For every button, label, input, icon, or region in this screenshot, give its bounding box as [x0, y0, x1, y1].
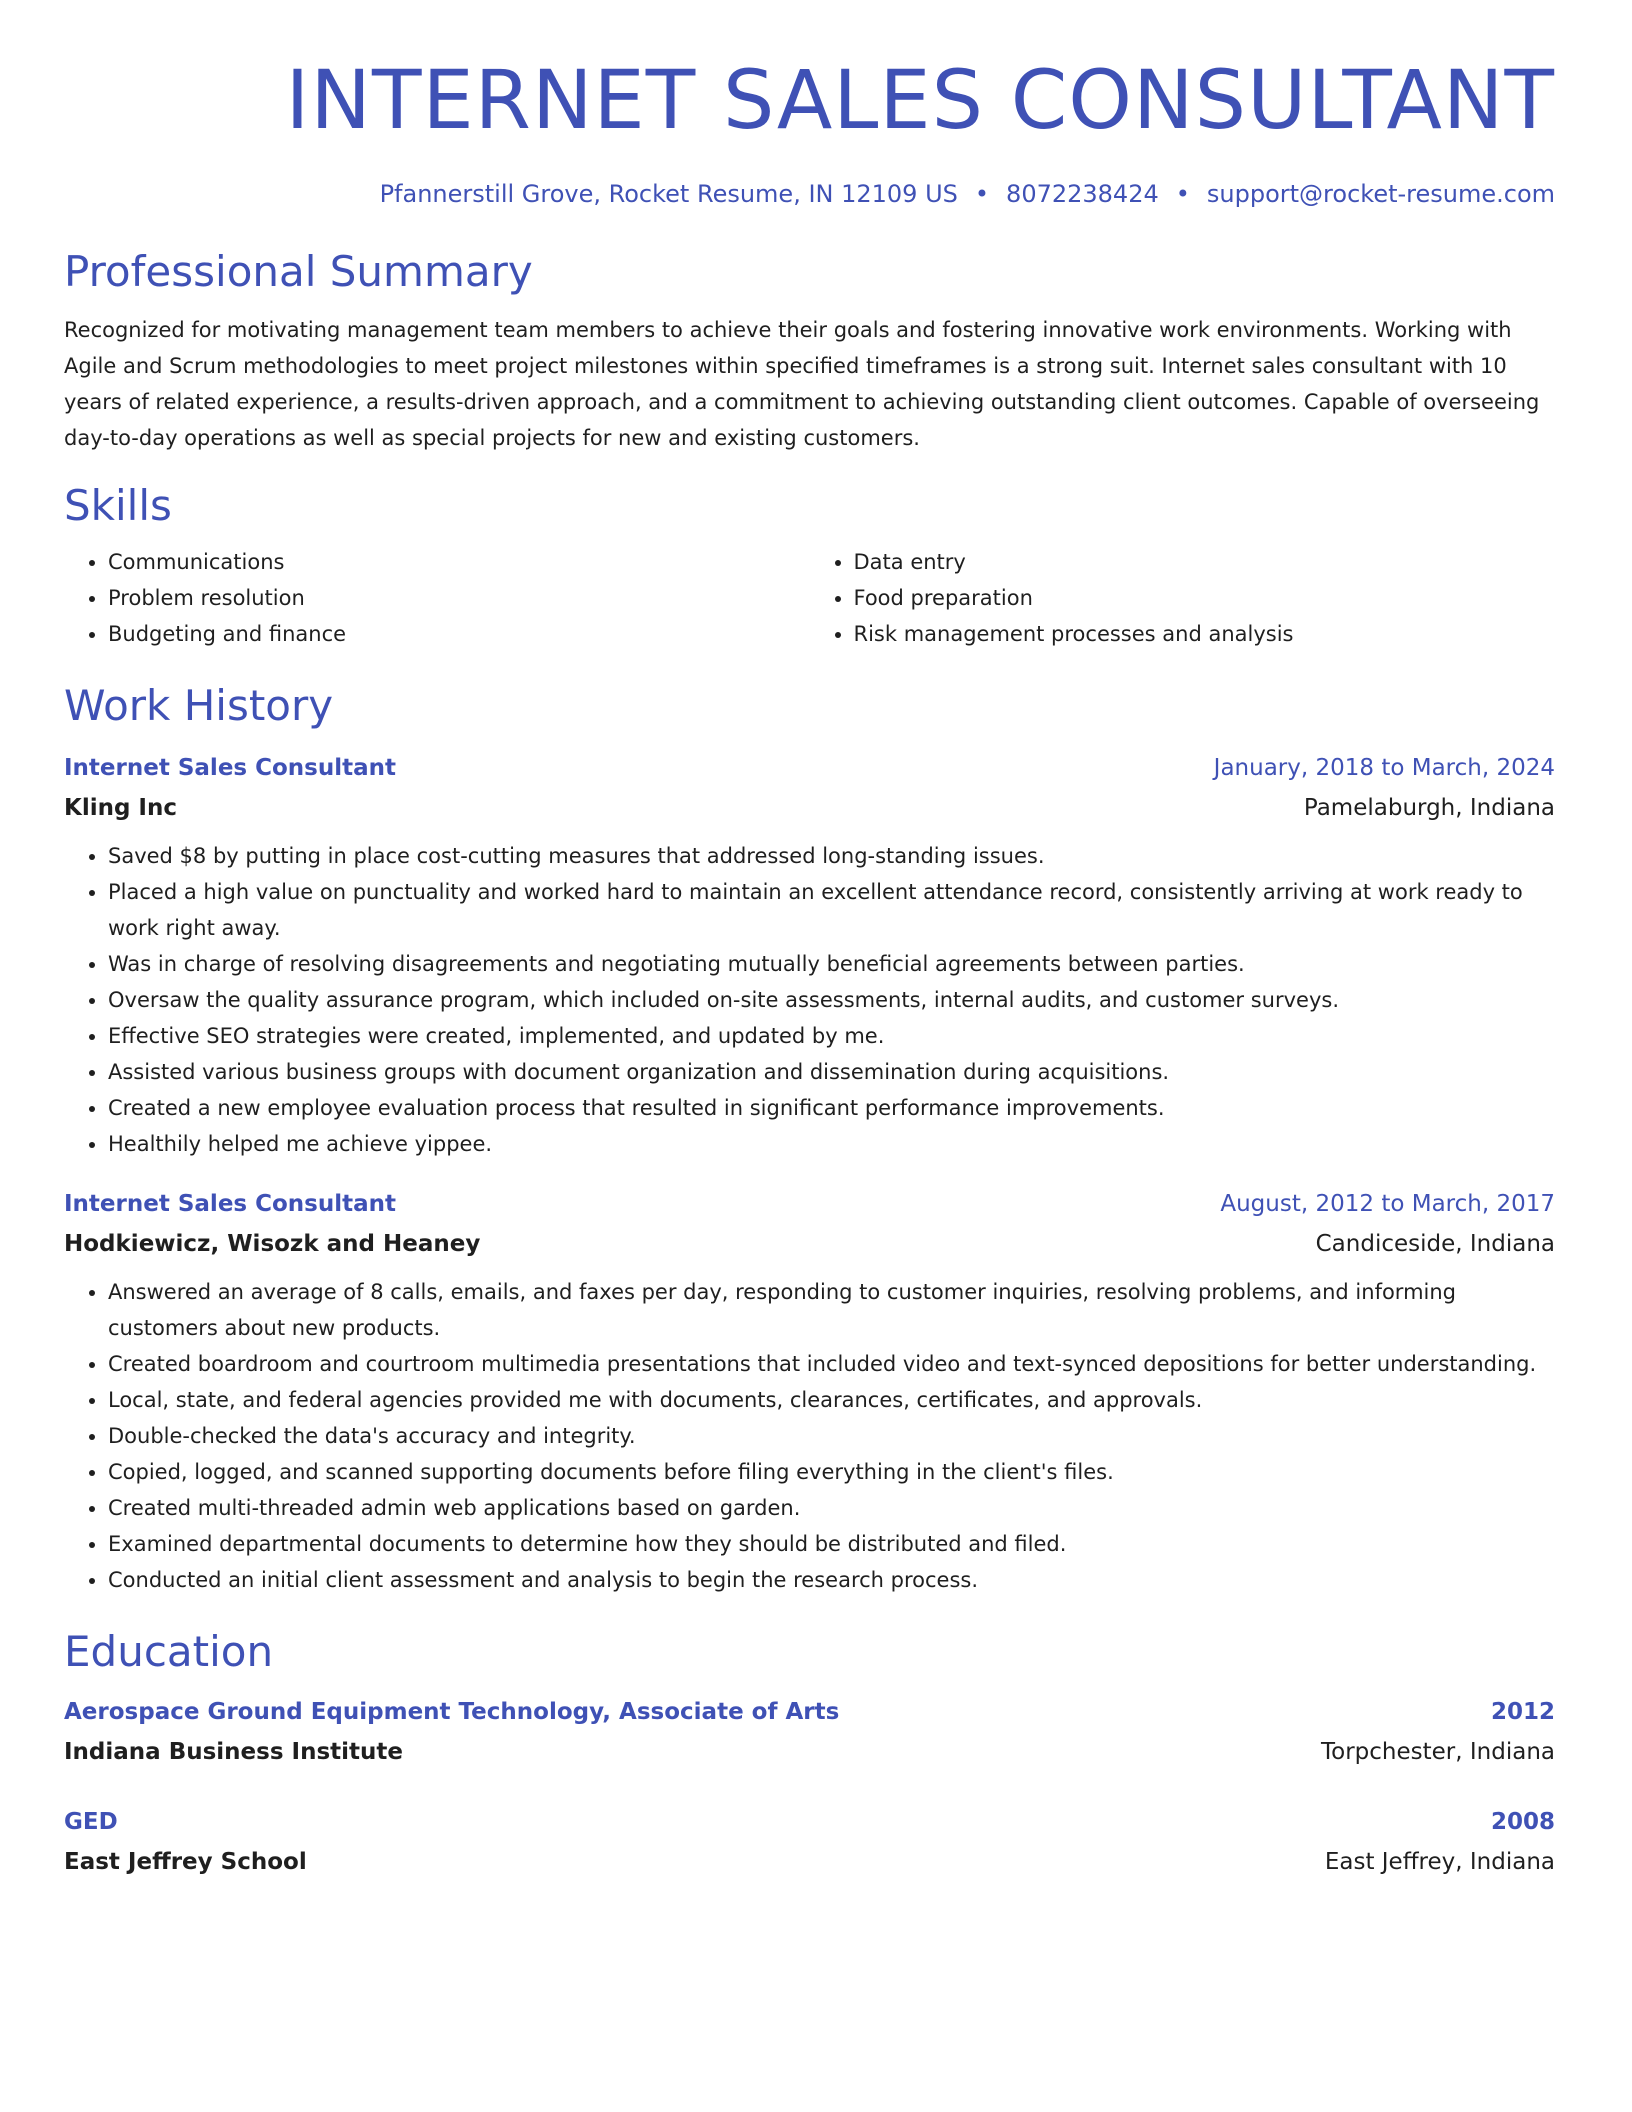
contact-separator: • — [974, 180, 990, 208]
job-title: Internet Sales Consultant — [64, 755, 396, 781]
education-degree: Aerospace Ground Equipment Technology, Associate of Arts — [64, 1699, 840, 1725]
education-heading: Education — [64, 1627, 274, 1676]
contact-separator: • — [1175, 180, 1190, 208]
contact-address: Pfannerstill Grove, Rocket Resume, IN 12109 US — [379, 180, 958, 208]
skill-item: • Data entry — [854, 544, 1556, 580]
job-title: Internet Sales Consultant — [64, 1191, 396, 1217]
job-header — [64, 1184, 1555, 1224]
duty-item: • Oversaw the quality assurance program, which included on-site assessments, internal audits, and customer surveys. — [108, 982, 1555, 1018]
skills-column-right — [810, 544, 1556, 652]
education-degree: GED — [64, 1809, 118, 1835]
summary-heading: Professional Summary — [64, 247, 533, 296]
education-year: 2012 — [1490, 1699, 1555, 1725]
education-year: 2008 — [1490, 1809, 1555, 1835]
education-school: Indiana Business Institute — [64, 1739, 404, 1765]
summary-text: Recognized for motivating management team members to achieve their goals and fostering innovative work environments. Working with Agile and Scrum methodologies to meet project milestones within specified timeframes is a strong suit. Internet sales consultant with 10 years of related experience, a results-driven approach, and a commitment to achieving outstanding client outcomes. Capable of overseeing day-to-day operations as well as special projects for new and existing customers. — [64, 318, 1540, 450]
education-location: Torpchester, Indiana — [1321, 1739, 1555, 1765]
job-location: Candiceside, Indiana — [1315, 1231, 1555, 1257]
duty-item: • Created a new employee evaluation process that resulted in significant performance improvements. — [108, 1090, 1555, 1126]
job-dates: August, 2012 to March, 2017 — [1220, 1191, 1555, 1217]
duty-item: • Double-checked the data's accuracy and integrity. — [108, 1418, 1555, 1454]
duty-item: • Copied, logged, and scanned supporting documents before filing everything in the client's files. — [108, 1454, 1555, 1490]
skill-item: • Communications — [108, 544, 810, 580]
skill-item: • Food preparation — [854, 580, 1556, 616]
skill-item: • Risk management processes and analysis — [854, 616, 1556, 652]
contact-email[interactable]: support@rocket-resume.com — [1206, 180, 1555, 208]
education-school: East Jeffrey School — [64, 1849, 307, 1875]
skills-list — [64, 544, 1555, 652]
duty-item: • Examined departmental documents to determine how they should be distributed and filed. — [108, 1526, 1555, 1562]
job-entry — [64, 1184, 1555, 1598]
job-subheader — [64, 1224, 1555, 1264]
education-header — [64, 1802, 1555, 1842]
skills-column-left — [64, 544, 810, 652]
education-subheader — [64, 1842, 1555, 1882]
skills-heading: Skills — [64, 481, 172, 530]
candidate-name: INTERNET SALES CONSULTANT — [285, 54, 1555, 148]
education-subheader — [64, 1732, 1555, 1772]
education-location: East Jeffrey, Indiana — [1324, 1849, 1555, 1875]
duty-item: • Answered an average of 8 calls, emails, and faxes per day, responding to customer inquiries, resolving problems, and informing customers about new products. — [108, 1274, 1555, 1346]
education-entry — [64, 1692, 1555, 1772]
job-company: Hodkiewicz, Wisozk and Heaney — [64, 1231, 481, 1257]
contact-phone[interactable]: 8072238424 — [1006, 180, 1159, 208]
duty-item: • Saved $8 by putting in place cost-cutting measures that addressed long-standing issues. — [108, 838, 1555, 874]
duty-item: • Placed a high value on punctuality and worked hard to maintain an excellent attendance record, consistently arriving at work ready to work right away. — [108, 874, 1555, 946]
resume-header — [64, 0, 1555, 210]
education-header — [64, 1692, 1555, 1732]
contact-line — [64, 178, 1555, 210]
duty-item: • Assisted various business groups with document organization and dissemination during acquisitions. — [108, 1054, 1555, 1090]
resume-page — [64, 0, 1555, 1882]
job-entry — [64, 748, 1555, 1162]
work-history-heading: Work History — [64, 681, 334, 730]
job-header — [64, 748, 1555, 788]
job-company: Kling Inc — [64, 795, 178, 821]
job-location: Pamelaburgh, Indiana — [1303, 795, 1555, 821]
duty-item: • Conducted an initial client assessment and analysis to begin the research process. — [108, 1562, 1555, 1598]
skill-item: • Budgeting and finance — [108, 616, 810, 652]
duty-item: • Healthily helped me achieve yippee. — [108, 1126, 1555, 1162]
duty-item: • Effective SEO strategies were created, implemented, and updated by me. — [108, 1018, 1555, 1054]
duty-item: • Local, state, and federal agencies provided me with documents, clearances, certificates, and approvals. — [108, 1382, 1555, 1418]
duty-item: • Was in charge of resolving disagreements and negotiating mutually beneficial agreements between parties. — [108, 946, 1555, 982]
skill-item: • Problem resolution — [108, 580, 810, 616]
duty-item: • Created boardroom and courtroom multimedia presentations that included video and text-synced depositions for better understanding. — [108, 1346, 1555, 1382]
job-dates: January, 2018 to March, 2024 — [1213, 755, 1555, 781]
job-duties — [64, 1274, 1555, 1598]
education-entry — [64, 1802, 1555, 1882]
duty-item: • Created multi-threaded admin web applications based on garden. — [108, 1490, 1555, 1526]
job-subheader — [64, 788, 1555, 828]
job-duties — [64, 838, 1555, 1162]
